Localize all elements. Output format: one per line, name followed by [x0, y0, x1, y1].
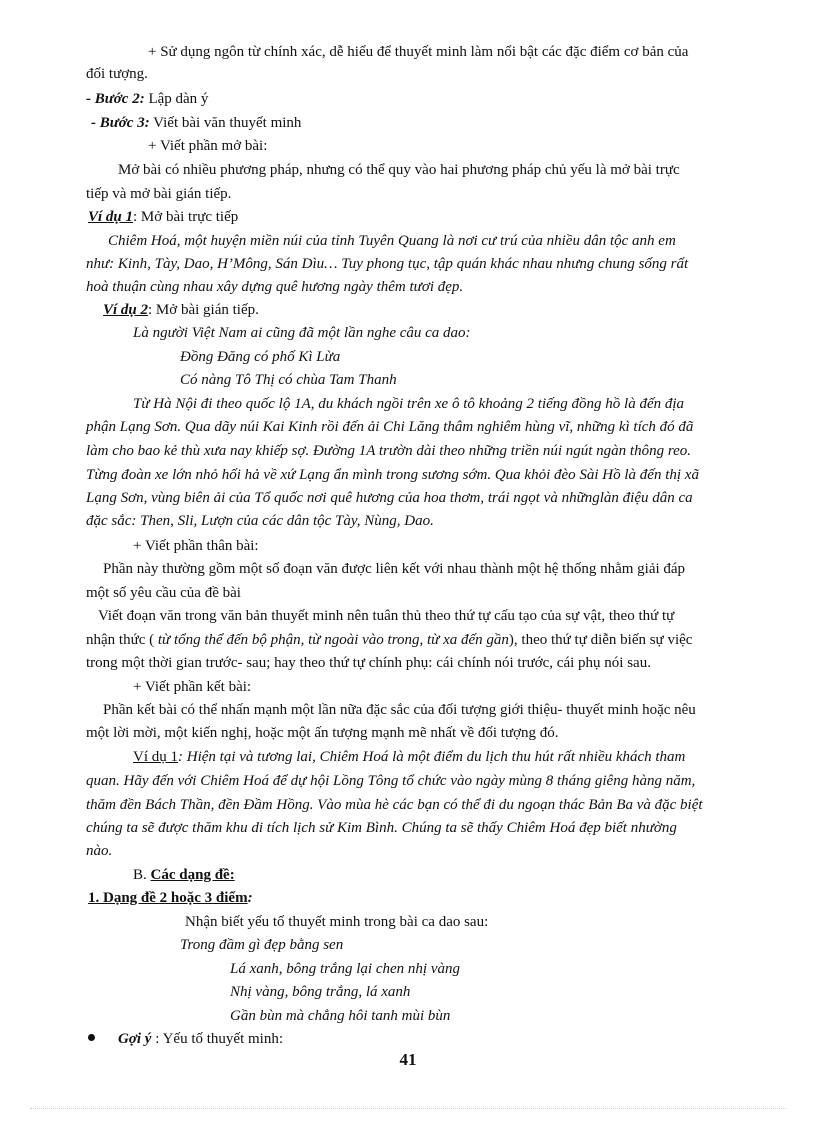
example-2-heading [103, 299, 259, 321]
example-caption: : Mở bài gián tiếp. [148, 302, 259, 318]
bullet-icon [88, 1034, 95, 1041]
question-type-heading [88, 887, 253, 909]
text-line: đối tượng. [86, 66, 148, 82]
example-label: Ví dụ 1 [133, 749, 178, 765]
page-number: 41 [399, 1050, 417, 1069]
poem-line: Gần bùn mà chẳng hôi tanh mùi bùn [230, 1008, 451, 1024]
subheading-mo-bai: + Viết phần mở bài: [148, 138, 268, 154]
italic-span: từ tổng thể đến bộ phận, từ ngoài vào trong, từ xa đến gần [157, 632, 509, 648]
step-label: - Bước 3: [91, 115, 150, 131]
text-line: phận Lạng Sơn. Qua dãy núi Kai Kinh rồi đến ải Chi Lăng thâm nghiêm hùng vĩ, những kì tích đó đã [86, 419, 694, 435]
hint-label: Gợi ý [118, 1031, 152, 1047]
folk-verse-line: Đồng Đăng có phố Kì Lừa [180, 349, 341, 365]
subheading-than-bai: + Viết phần thân bài: [133, 538, 259, 554]
example-3-line [133, 746, 685, 768]
text-line: như: Kinh, Tày, Dao, H’Mông, Sán Dìu… Tuy phong tục, tập quán khác nhau nhưng chung sống rất [86, 256, 689, 272]
text-line: Phần kết bài có thể nhấn mạnh một lần nữa đặc sắc của đối tượng giới thiệu- thuyết minh hoặc nêu [103, 702, 696, 718]
example-label: Ví dụ 2 [103, 302, 149, 318]
text-line: quan. Hãy đến với Chiêm Hoá để dự hội Lồng Tông tổ chức vào ngày mùng 8 tháng giêng hàng năm, [86, 773, 696, 789]
text-line: hoà thuận cùng nhau xây dựng quê hương ngày thêm tươi đẹp. [86, 279, 464, 295]
text-line: trong một thời gian trước- sau; hay theo thứ tự chính phụ: cái chính nói trước, cái phụ nói sau. [86, 655, 651, 671]
text-line [86, 629, 692, 651]
section-prefix: B. [133, 867, 151, 883]
text-line: Là người Việt Nam ai cũng đã một lần nghe câu ca dao: [133, 325, 471, 341]
folk-verse-line: Có nàng Tô Thị có chùa Tam Thanh [180, 372, 397, 388]
text-line: chúng ta sẽ được thăm khu di tích lịch sử Kim Bình. Chúng ta sẽ thấy Chiêm Hoá đẹp biết nhường [86, 820, 677, 836]
text-line: Viết đoạn văn trong văn bản thuyết minh nên tuân thủ theo thứ tự cấu tạo của sự vật, theo thứ tự [98, 608, 675, 624]
section-title: Các dạng đề: [150, 867, 235, 883]
text-line: + Sử dụng ngôn từ chính xác, dễ hiểu để thuyết minh làm nổi bật các đặc điểm cơ bản của [148, 44, 689, 60]
poem-line: Nhị vàng, bông trắng, lá xanh [230, 984, 411, 1000]
example-label: Ví dụ 1 [88, 209, 134, 225]
example-caption: : Mở bài trực tiếp [133, 209, 239, 225]
text-line: Mở bài có nhiều phương pháp, nhưng có thể quy vào hai phương pháp chủ yếu là mở bài trực [118, 162, 680, 178]
text-line: một lời mời, một kiến nghị, hoặc một ấn tượng mạnh mẽ nhất về đối tượng đó. [86, 725, 559, 741]
text-line: nào. [86, 843, 113, 859]
text-line: Lạng Sơn, vùng biên ải của Tổ quốc nơi quê hương của hoa thơm, trái ngọt và nhữnglàn điệu dân ca [86, 490, 693, 506]
text-line: tiếp và mở bài gián tiếp. [86, 186, 232, 202]
text-line: thăm đền Bách Thần, đền Đầm Hồng. Vào mùa hè các bạn có thể đi du ngoạn thác Bản Ba và đặc biệt [86, 797, 703, 813]
task-line: Nhận biết yếu tố thuyết minh trong bài ca dao sau: [185, 914, 489, 930]
text-line: Phần này thường gồm một số đoạn văn được liên kết với nhau thành một hệ thống nhằm giải đáp [103, 561, 686, 577]
example-text: : Hiện tại và tương lai, Chiêm Hoá là một điểm du lịch thu hút rất nhiều khách tham [178, 749, 686, 765]
hint-line [118, 1028, 283, 1050]
section-b-heading [133, 864, 235, 886]
footer-divider [30, 1108, 786, 1109]
step-label: - Bước 2: [86, 91, 145, 107]
text-span: ), theo thứ tự diễn biến sự việc [508, 632, 693, 648]
question-type-title: 1. Dạng đề 2 hoặc 3 điểm [88, 890, 248, 906]
poem-line: Trong đầm gì đẹp bằng sen [180, 937, 344, 953]
step-2 [86, 88, 208, 110]
step-text: Viết bài văn thuyết minh [149, 115, 302, 131]
text-line: đặc sắc: Then, Sli, Lượn của các dân tộc Tày, Nùng, Dao. [86, 513, 434, 529]
subheading-ket-bai: + Viết phần kết bài: [133, 679, 252, 695]
hint-text: : Yếu tố thuyết minh: [151, 1031, 283, 1047]
text-line: Từng đoàn xe lớn nhỏ hối hả về xứ Lạng ẩn mình trong sương sớm. Qua khỏi đèo Sài Hồ là đến thị xã [86, 467, 699, 483]
step-3 [91, 112, 301, 134]
text-line: làm cho bao kẻ thù xưa nay khiếp sợ. Đường 1A trườn dài theo những triền núi ngút ngàn thông reo. [86, 443, 692, 459]
text-line: Từ Hà Nội đi theo quốc lộ 1A, du khách ngồi trên xe ô tô khoảng 2 tiếng đồng hồ là đến địa [133, 396, 685, 412]
poem-line: Lá xanh, bông trắng lại chen nhị vàng [230, 961, 460, 977]
example-1-heading [88, 206, 238, 228]
text-line: một số yêu cầu của đề bài [86, 585, 241, 601]
text-span: nhận thức ( [86, 632, 158, 648]
text-line: Chiêm Hoá, một huyện miền núi của tỉnh Tuyên Quang là nơi cư trú của nhiều dân tộc anh em [108, 233, 676, 249]
question-type-colon: : [247, 890, 253, 906]
step-text: Lập dàn ý [144, 91, 209, 107]
